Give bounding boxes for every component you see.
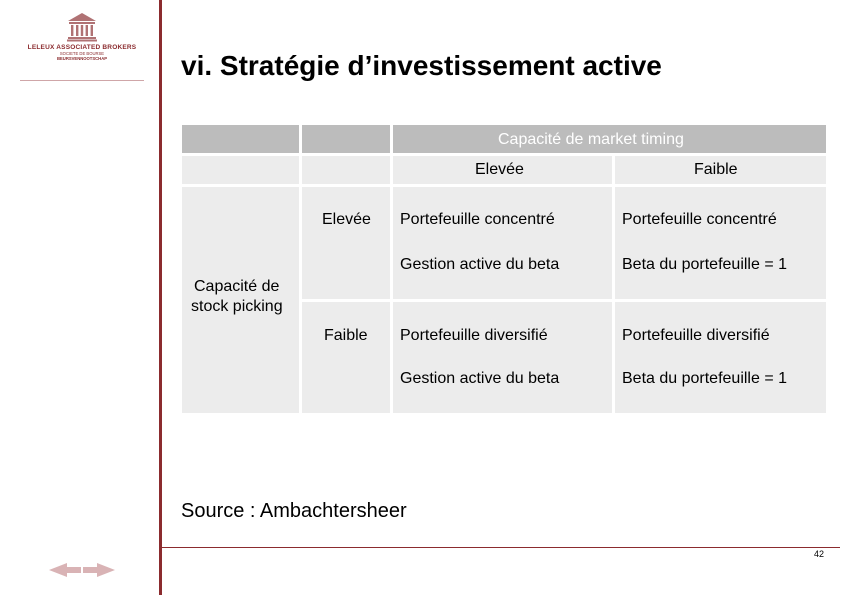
header2-cell-empty-1 [182, 156, 299, 184]
source-note: Source : Ambachtersheer [181, 500, 407, 522]
cell-low-high-line1: Portefeuille diversifié [400, 327, 548, 344]
brand-vertical-line [159, 0, 162, 595]
market-timing-header: Capacité de market timing [498, 131, 684, 148]
cell-low-low-line2: Beta du portefeuille = 1 [622, 370, 788, 387]
logo-subtitle-2: BEURSVENNOOTSCHAP [56, 56, 108, 61]
header-cell-empty-2 [302, 125, 390, 153]
row-header-high: Elevée [322, 211, 371, 228]
previous-arrow-icon[interactable] [49, 563, 81, 577]
stock-picking-label-line2: stock picking [191, 298, 283, 315]
next-arrow-icon[interactable] [83, 563, 115, 577]
building-logo-icon [66, 12, 98, 42]
stock-picking-label-line1: Capacité de [194, 278, 280, 295]
cell-high-high-line1: Portefeuille concentré [400, 211, 555, 228]
page-number: 42 [814, 549, 825, 559]
cell-low-low-line1: Portefeuille diversifié [622, 327, 770, 344]
company-logo [16, 12, 148, 72]
header-cell-empty-1 [182, 125, 299, 153]
cell-high-high [393, 187, 612, 299]
cell-high-low [615, 187, 826, 299]
logo-subtitle-1: SOCIETE DE BOURSE [59, 51, 105, 56]
footer-line [162, 547, 840, 548]
cell-high-low-line2: Beta du portefeuille = 1 [622, 256, 788, 273]
col-header-high: Elevée [475, 161, 524, 178]
header2-cell-empty-2 [302, 156, 390, 184]
cell-low-high [393, 302, 612, 413]
cell-high-high-line2: Gestion active du beta [400, 256, 560, 273]
logo-title: LELEUX ASSOCIATED BROKERS [27, 44, 137, 51]
page-title: vi. Stratégie d’investissement active [181, 50, 662, 81]
cell-high-low-line1: Portefeuille concentré [622, 211, 777, 228]
cell-low-low [615, 302, 826, 413]
row-header-low: Faible [324, 327, 368, 344]
logo-separator [20, 80, 144, 81]
slide-navigation [47, 560, 117, 580]
row-high-label-cell [302, 187, 390, 299]
row-low-label-cell [302, 302, 390, 413]
cell-low-high-line2: Gestion active du beta [400, 370, 560, 387]
col-header-low: Faible [694, 161, 738, 178]
